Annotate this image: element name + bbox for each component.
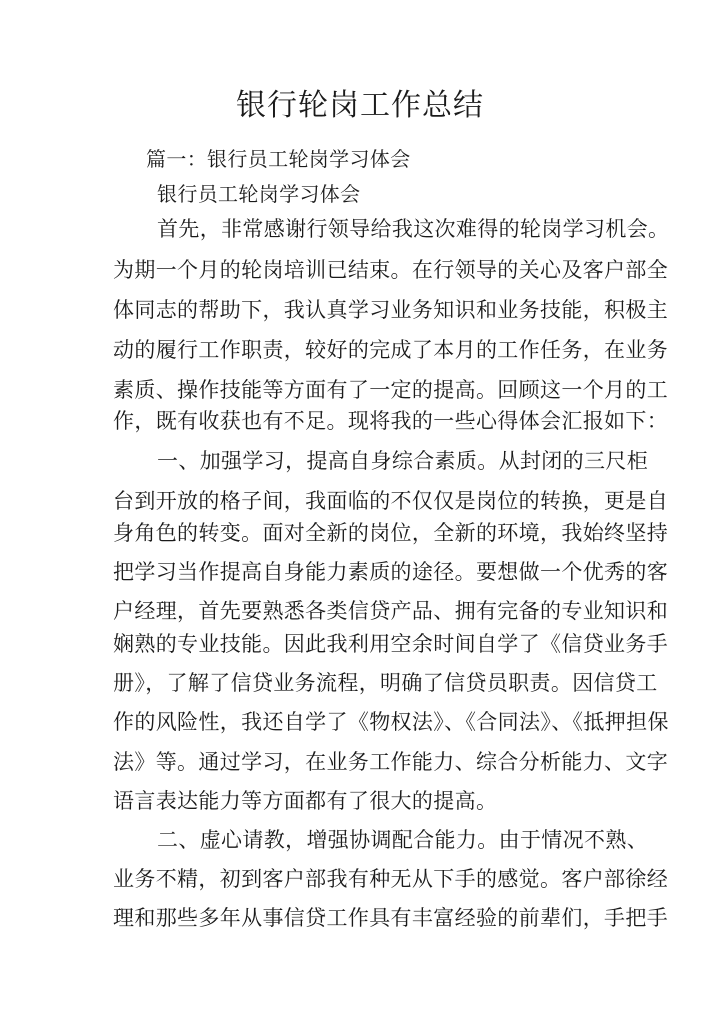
section-heading: 篇一：银行员工轮岗学习体会: [146, 147, 411, 171]
paragraph-line: 二、虚心请教，增强协调配合能力。由于情况不熟、: [157, 828, 649, 852]
paragraph-line: 法》等。通过学习，在业务工作能力、综合分析能力、文字: [113, 750, 669, 774]
paragraph-line: 体同志的帮助下，我认真学习业务知识和业务技能，积极主: [113, 298, 669, 322]
paragraph-line: 台到开放的格子间，我面临的不仅仅是岗位的转换，更是自: [113, 489, 669, 513]
paragraph-line: 作，既有收获也有不足。现将我的一些心得体会汇报如下：: [113, 409, 669, 433]
paragraph-line: 把学习当作提高自身能力素质的途径。要想做一个优秀的客: [113, 560, 669, 584]
paragraph-line: 作的风险性，我还自学了《物权法》、《合同法》、《抵押担保: [113, 710, 669, 734]
paragraph-line: 语言表达能力等方面都有了很大的提高。: [113, 789, 498, 813]
paragraph-line: 娴熟的专业技能。因此我利用空余时间自学了《信贷业务手: [113, 632, 669, 656]
document-title: 银行轮岗工作总结: [236, 88, 484, 123]
paragraph-line: 理和那些多年从事信贷工作具有丰富经验的前辈们，手把手: [113, 906, 669, 930]
paragraph-line: 为期一个月的轮岗培训已结束。在行领导的关心及客户部全: [113, 258, 669, 282]
paragraph-line: 首先，非常感谢行领导给我这次难得的轮岗学习机会。: [157, 217, 670, 241]
paragraph-line: 一、加强学习，提高自身综合素质。从封闭的三尺柜: [157, 449, 649, 473]
sub-heading: 银行员工轮岗学习体会: [157, 182, 361, 206]
paragraph-line: 户经理，首先要熟悉各类信贷产品、拥有完备的专业知识和: [113, 599, 669, 623]
paragraph-line: 动的履行工作职责，较好的完成了本月的工作任务，在业务: [113, 338, 669, 362]
paragraph-line: 素质、操作技能等方面有了一定的提高。回顾这一个月的工: [113, 378, 669, 402]
paragraph-line: 业务不精，初到客户部我有种无从下手的感觉。客户部徐经: [113, 867, 669, 891]
paragraph-line: 身角色的转变。面对全新的岗位，全新的环境，我始终坚持: [113, 521, 669, 545]
paragraph-line: 册》，了解了信贷业务流程，明确了信贷员职责。因信贷工: [113, 671, 658, 695]
